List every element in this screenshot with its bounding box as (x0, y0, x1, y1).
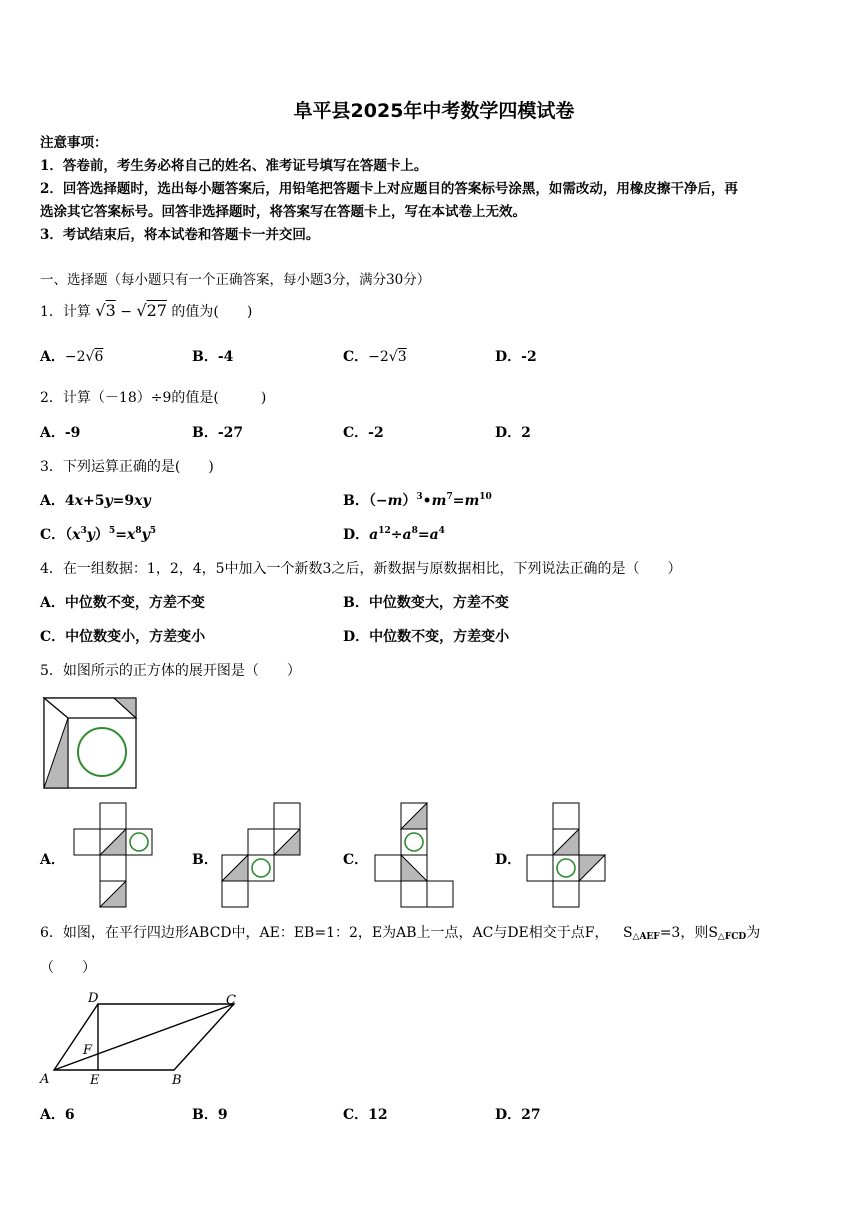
net-figure-a[interactable] (70, 803, 155, 913)
q6-option-b[interactable]: B．9 (192, 1107, 228, 1123)
question-6-stem: 6．如图，在平行四边形ABCD中，AE：EB=1：2，E为AB上一点，AC与DE相交于点F， $S_{\triangle AEF}=3$，则$S_{\triangle FCD}$为 (40, 925, 761, 942)
q1-option-b[interactable]: B．-4 (192, 349, 234, 365)
q6-option-a[interactable]: A．6 (40, 1107, 75, 1123)
q2-option-c[interactable]: C．-2 (343, 425, 384, 441)
q2-option-b[interactable]: B．-27 (192, 425, 244, 441)
question-5-stem: 5．如图所示的正方体的展开图是（ ） (40, 663, 301, 679)
q6-stem-text: 6．如图，在平行四边形ABCD中，AE：EB=1：2，E为AB上一点，AC与DE相交于点F， (40, 925, 609, 941)
point-label-f: F (83, 1043, 93, 1058)
question-3-stem: 3．下列运算正确的是( ) (40, 459, 214, 475)
net-figure-c[interactable] (373, 803, 458, 913)
q3-option-d[interactable]: D．$a^{12}\div a^8=a^4$ (343, 526, 445, 543)
q6-option-c[interactable]: C．12 (343, 1107, 388, 1123)
parallelogram-figure (38, 990, 248, 1090)
q3-option-b[interactable]: B．$(-m)^3•m^7=m^{10}$ (343, 492, 492, 509)
point-label-b: B (172, 1073, 182, 1088)
notice-item-2: 2．回答选择题时，选出每小题答案后，用铅笔把答题卡上对应题目的答案标号涂黑，如需改动，用橡皮擦干净后，再 (40, 181, 738, 197)
q1-option-a[interactable]: A．−2√6 (40, 349, 104, 365)
q1-lead: 1．计算 (40, 304, 91, 320)
question-1-stem: 1．计算 √3 − √27 的值为( ) (40, 301, 253, 320)
page-title: 阜平县2025年中考数学四模试卷 (293, 100, 575, 122)
q1-radicand-a: 3 (105, 301, 116, 320)
notice-item-1: 1．答卷前，考生务必将自己的姓名、准考证号填写在答题卡上。 (40, 158, 428, 174)
notice-item-2-cont: 选涂其它答案标号。回答非选择题时，将答案写在答题卡上，写在本试卷上无效。 (40, 204, 526, 220)
q2-option-a[interactable]: A．-9 (40, 425, 81, 441)
q6-option-d[interactable]: D．27 (495, 1107, 541, 1123)
net-figure-b[interactable] (220, 803, 305, 913)
net-figure-d[interactable] (525, 803, 610, 913)
notice-heading: 注意事项： (40, 135, 108, 151)
q3-option-c[interactable]: C．$(x^3y)^5=x^8y^5$ (40, 526, 156, 543)
question-4-stem: 4．在一组数据：1，2，4，5中加入一个新数3之后，新数据与原数据相比，下列说法正确的是（ ） (40, 561, 682, 577)
q5-option-b[interactable]: B． (192, 852, 218, 868)
q2-option-d[interactable]: D．2 (495, 425, 531, 441)
q1-radicand-b: 27 (146, 301, 167, 320)
question-2-stem: 2．计算（－18）÷9的值是( ) (40, 390, 267, 406)
q1-option-d[interactable]: D．-2 (495, 349, 537, 365)
notice-item-3: 3．考试结束后，将本试卷和答题卡一并交回。 (40, 227, 320, 243)
point-label-c: C (226, 993, 236, 1008)
point-label-a: A (40, 1072, 50, 1087)
q5-option-c[interactable]: C． (343, 852, 369, 868)
q5-option-d[interactable]: D． (495, 852, 522, 868)
q4-option-a[interactable]: A．中位数不变，方差不变 (40, 595, 205, 611)
q3-option-a[interactable]: A．4x+5y=9xy (40, 493, 151, 509)
q4-option-b[interactable]: B．中位数变大，方差不变 (343, 595, 509, 611)
q6-answer-paren: （ ） (40, 960, 96, 976)
point-label-d: D (88, 991, 99, 1006)
q1-option-c[interactable]: C．−2√3 (343, 349, 407, 365)
section-heading: 一、选择题（每小题只有一个正确答案，每小题3分，满分30分） (40, 272, 431, 288)
cube-figure (40, 696, 140, 792)
q4-option-d[interactable]: D．中位数不变，方差变小 (343, 629, 510, 645)
point-label-e: E (90, 1073, 100, 1088)
q5-option-a[interactable]: A． (40, 852, 65, 868)
q1-tail: 的值为( ) (171, 304, 253, 320)
q4-option-c[interactable]: C．中位数变小，方差变小 (40, 629, 206, 645)
